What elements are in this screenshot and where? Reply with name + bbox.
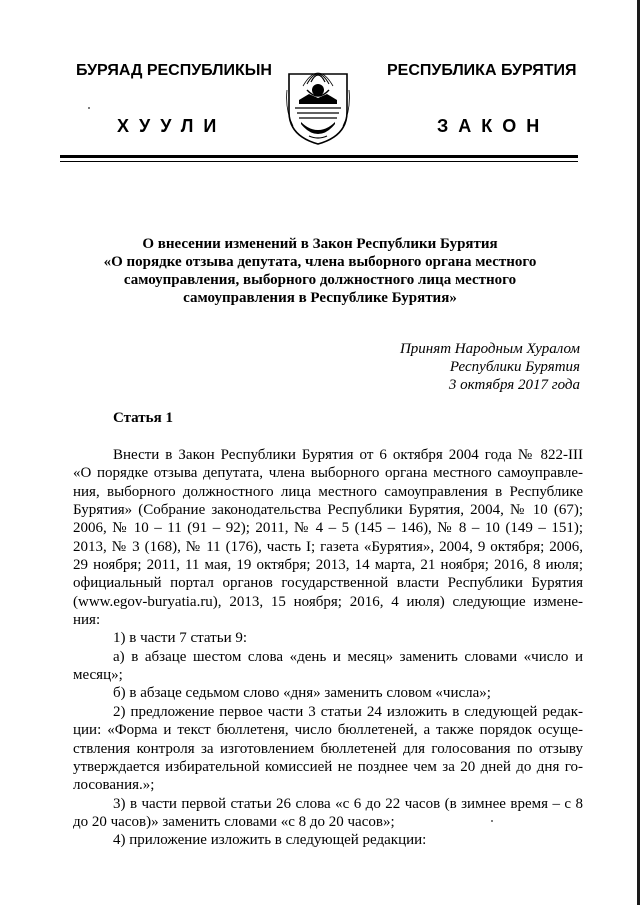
header-left-title: БУРЯАД РЕСПУБЛИКЫН xyxy=(76,62,272,79)
header-right-subtitle: ЗАКОН xyxy=(437,116,550,136)
body-line: 1) в части 7 статьи 9: xyxy=(113,630,248,647)
header-rule-thin xyxy=(60,161,578,162)
adoption-note-line: 3 октября 2017 года xyxy=(448,377,580,393)
law-title-line: О внесении изменений в Закон Республики Бурятия xyxy=(142,236,498,252)
body-line: лосования.»; xyxy=(73,777,155,794)
body-line: (www.egov-buryatia.ru), 2013, 15 ноября; 2016, 4 июля) следующие измене- xyxy=(73,593,583,610)
body-line: до 20 часов)» заменить словами «с 8 до 20 часов»; xyxy=(73,813,395,830)
body-line: ния: xyxy=(73,612,101,629)
body-line: б) в абзаце седьмом слово «дня» заменить словом «числа»; xyxy=(113,685,491,702)
law-title xyxy=(100,235,540,307)
body-line: Внести в Закон Республики Бурятия от 6 октября 2004 года № 822-III xyxy=(113,447,583,463)
adoption-note xyxy=(400,340,580,394)
body-line: ния, выборного должностного лица местного самоуправления в Республике xyxy=(73,483,583,500)
body-line: официальный портал органов государственной власти Республики Бурятия xyxy=(73,575,583,592)
body-line: 29 ноября; 2011, 11 мая, 19 октября; 2013, 14 марта, 21 ноября; 2016, 8 июля; xyxy=(73,557,583,574)
body-line: ствления контроля за изготовлением бюллетеней для голосования по отзыву xyxy=(73,740,583,757)
body-line: ции: «Форма и текст бюллетеня, число бюллетеней, а также порядок осуще- xyxy=(73,722,583,739)
scan-speck xyxy=(88,107,90,109)
article-body xyxy=(73,446,583,850)
adoption-note-line: Принят Народным Хуралом xyxy=(399,341,580,357)
body-line: а) в абзаце шестом слова «день и месяц» заменить словами «число и xyxy=(113,648,583,665)
body-line: Бурятия» (Собрание законодательства Республики Бурятия, 2004, № 10 (67); xyxy=(73,502,583,519)
adoption-note-line: Республики Бурятия xyxy=(449,359,580,375)
article-heading: Статья 1 xyxy=(113,410,173,426)
body-line: месяц»; xyxy=(73,667,123,684)
header-left-subtitle: ХУУЛИ xyxy=(117,116,227,136)
law-title-line: самоуправления, выборного должностного лица местного xyxy=(123,272,517,288)
body-line: 4) приложение изложить в следующей редакции: xyxy=(113,832,427,849)
law-title-line: «О порядке отзыва депутата, члена выборного органа местного xyxy=(103,254,537,270)
body-line: 2006, № 10 – 11 (91 – 92); 2011, № 4 – 5 (145 – 146), № 8 – 10 (149 – 151); xyxy=(73,520,583,537)
law-title-line: самоуправления в Республике Бурятия» xyxy=(183,290,457,306)
coat-of-arms-icon xyxy=(285,60,351,146)
body-line: утверждается избирательной комиссией не позднее чем за 20 дней до дня го- xyxy=(73,758,583,775)
body-line: 3) в части первой статьи 26 слова «с 6 до 22 часов (в зимнее время – с 8 xyxy=(113,795,583,812)
body-line: 2013, № 3 (168), № 11 (176), часть I; газета «Бурятия», 2004, 9 октября; 2006, xyxy=(73,538,583,555)
header-right-title: РЕСПУБЛИКА БУРЯТИЯ xyxy=(387,62,577,79)
header-rule-thick xyxy=(60,155,578,158)
body-line: «О порядке отзыва депутата, члена выборного органа местного самоуправле- xyxy=(73,465,583,482)
scan-speck xyxy=(491,820,493,822)
body-line: 2) предложение первое части 3 статьи 24 изложить в следующей редак- xyxy=(113,703,583,720)
